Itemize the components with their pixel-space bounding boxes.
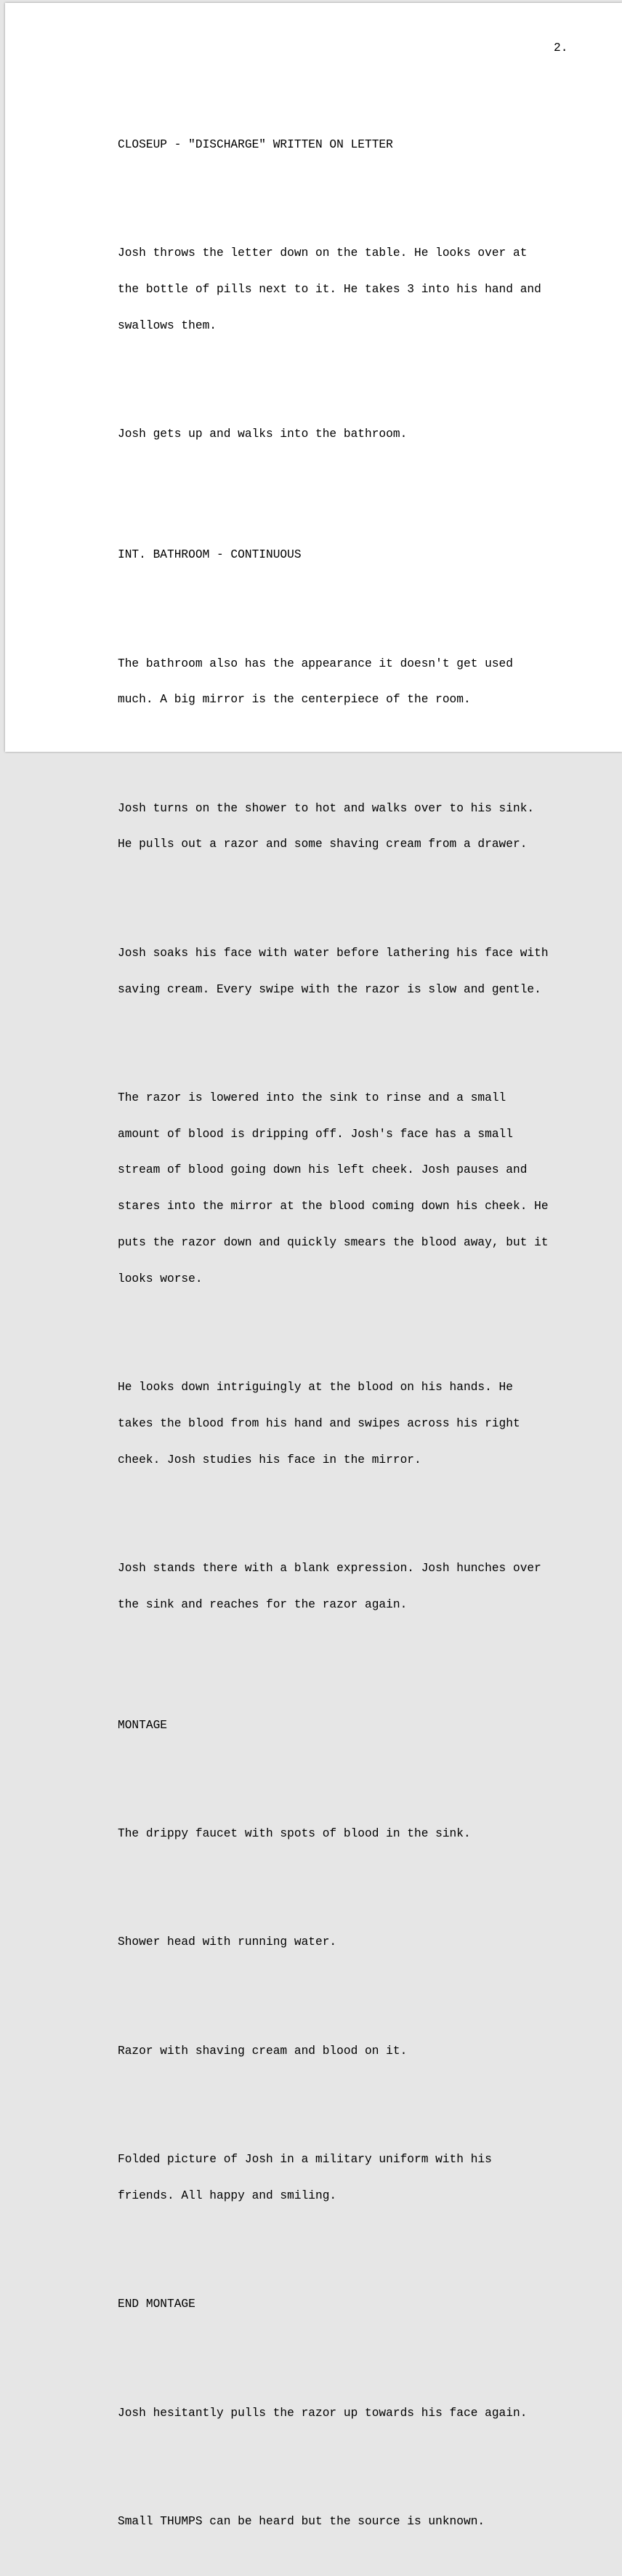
script-line: Josh hesitantly pulls the razor up towards his face again. [118,2406,528,2420]
script-line: much. A big mirror is the centerpiece of the room. [118,693,471,707]
action-paragraph [118,2492,568,2552]
script-line: the sink and reaches for the razor again. [118,1597,408,1611]
script-line: The drippy faucet with spots of blood in the sink. [118,1827,471,1841]
script-line: Razor with shaving cream and blood on it. [118,2044,408,2058]
page-number: 2. [554,41,568,55]
action-paragraph [118,404,568,465]
action-paragraph [118,778,568,875]
script-line: saving cream. Every swipe with the razor is slow and gentle. [118,982,541,996]
script-line: He looks down intriguingly at the blood on his hands. He [118,1381,513,1395]
action-paragraph [118,633,568,730]
action-paragraph [118,1804,568,1864]
script-line: stream of blood going down his left cheek. Josh pauses and [118,1163,528,1177]
montage-end [118,2274,568,2335]
scene-heading [118,525,568,585]
action-paragraph [118,1538,568,1635]
action-paragraph [118,1912,568,1973]
action-paragraph [118,2021,568,2082]
action-paragraph [118,1068,568,1309]
script-line: puts the razor down and quickly smears the blood away, but it [118,1236,549,1249]
script-line: the bottle of pills next to it. He takes 3 into his hand and [118,283,541,297]
script-line: friends. All happy and smiling. [118,2188,337,2202]
script-line: Small THUMPS can be heard but the source is unknown. [118,2514,485,2528]
action-paragraph [118,2383,568,2443]
script-line: Folded picture of Josh in a military uniform with his [118,2153,492,2167]
script-line: MONTAGE [118,1718,167,1732]
script-line: The bathroom also has the appearance it doesn't get used [118,657,513,670]
action-paragraph [118,923,568,1020]
script-line: amount of blood is dripping off. Josh's face has a small [118,1127,513,1141]
script-line: Josh stands there with a blank expression. Josh hunches over [118,1562,541,1576]
action-paragraph [118,223,568,356]
script-line: The razor is lowered into the sink to rinse and a small [118,1091,506,1104]
script-page [5,3,622,2528]
script-line: cheek. Josh studies his face in the mirror. [118,1453,421,1466]
script-line: takes the blood from his hand and swipes across his right [118,1416,520,1430]
shot-heading [118,115,568,175]
montage-heading [118,1696,568,1756]
script-line: Josh throws the letter down on the table. He looks over at [118,246,528,260]
script-line: INT. BATHROOM - CONTINUOUS [118,548,302,562]
script-line: END MONTAGE [118,2298,195,2311]
action-paragraph [118,1357,568,1490]
script-line: Josh turns on the shower to hot and walks over to his sink. [118,801,535,815]
action-paragraph [118,2130,568,2226]
script-line: Josh soaks his face with water before lathering his face with [118,946,549,960]
script-line: swallows them. [118,318,217,332]
script-line: CLOSEUP - "DISCHARGE" WRITTEN ON LETTER [118,137,393,151]
script-line: stares into the mirror at the blood coming down his cheek. He [118,1200,549,1213]
script-line: looks worse. [118,1272,203,1285]
script-line: Shower head with running water. [118,1935,337,1949]
script-line: He pulls out a razor and some shaving cream from a drawer. [118,838,528,851]
script-line: Josh gets up and walks into the bathroom. [118,428,408,441]
script-body [118,79,568,2576]
